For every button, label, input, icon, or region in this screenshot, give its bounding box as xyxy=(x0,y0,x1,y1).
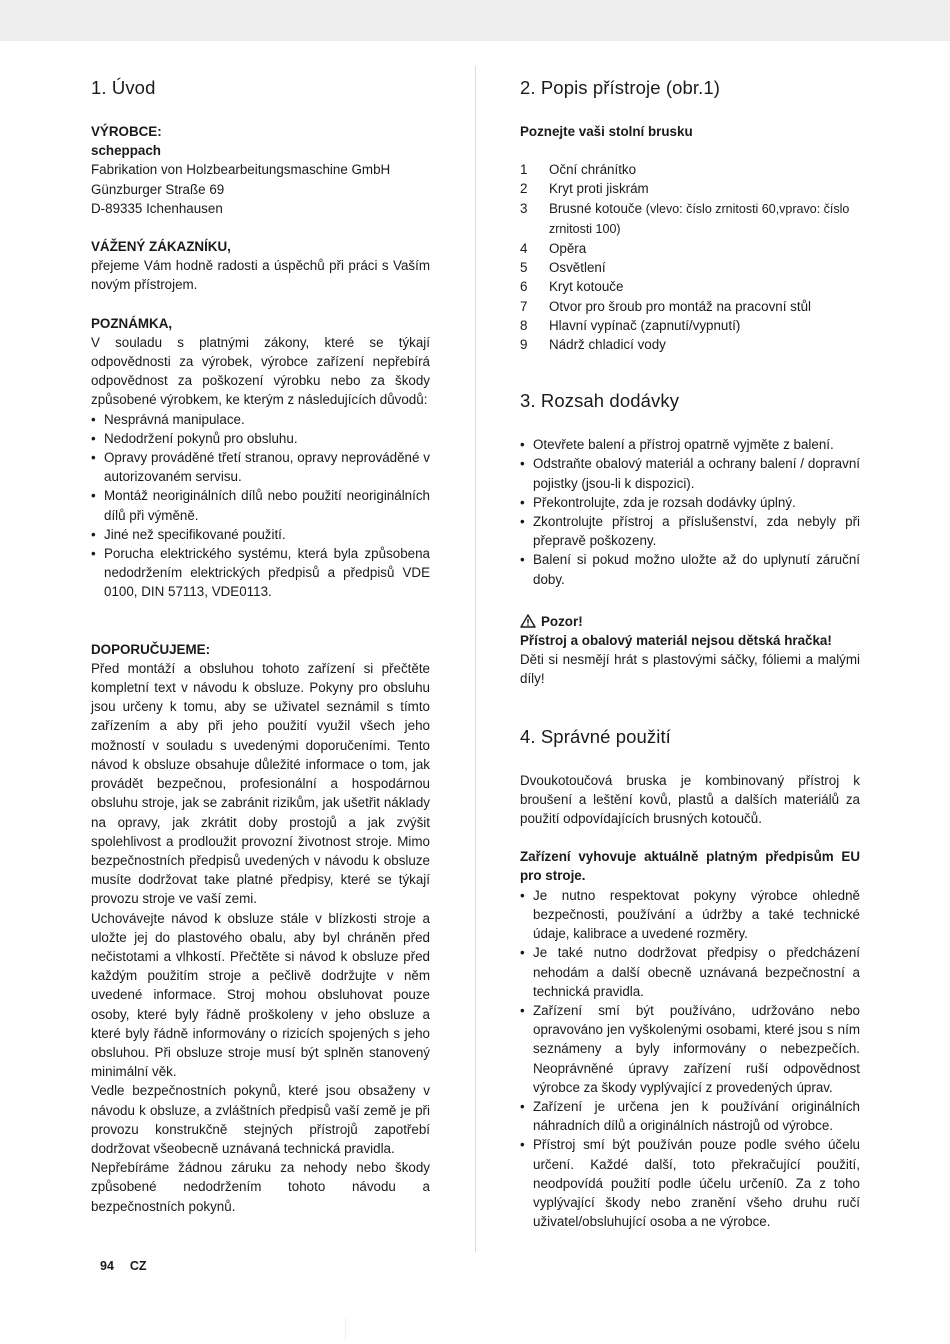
list-item: 8 Hlavní vypínač (zapnutí/vypnutí) xyxy=(520,317,741,333)
list-item: 3 Brusné kotouče (vlevo: číslo zrnitosti 60,vpravo: číslo zrnitosti 100) xyxy=(520,200,850,236)
warning-triangle-icon xyxy=(520,614,536,628)
bottom-crop-mark xyxy=(345,1318,346,1340)
section-heading-intended-use: 4. Správné použití xyxy=(520,725,671,747)
list-item: • Zařízení je určena jen k používání originálních náhradních dílů a originálních nástrojů od výrobce. xyxy=(520,1097,860,1135)
list-item: 5 Osvětlení xyxy=(520,260,606,276)
list-item: • Opravy prováděné třetí stranou, opravy neprováděné v autorizovaném servisu. xyxy=(91,448,430,486)
address-line: D-89335 Ichenhausen xyxy=(91,200,223,216)
list-item: • Je také nutno dodržovat předpisy o předcházení nehodám a další obecně uznávaná bezpečnostní a technická pravidla. xyxy=(520,943,860,1001)
list-item: 4 Opěra xyxy=(520,241,587,257)
recommend-paragraph: Před montáží a obsluhou tohoto zařízení si přečtěte kompletní text v návodu k obsluze. Pokyny pro obsluhu jsou určeny k tomu, aby se uživatel seznámil s tímto zařízením a aby při jeho použití využil všech jeho možností v souladu s uvedenými doporučeními. Tento návod k obsluze obsahuje důležité informace o tom, jak provádět bezpečnou, profesionální a hospodárnou obsluhu stroje, jak se zabránit rizikům, jak ušetřit náklady na opravy, jak zkrátit doby prostojů a jak zvýšit spolehlivost a prodloužit provozní životnost stroje. Mimo bezpečnostních předpisů uvedených v návodu k obsluze musíte dodržovat take platné předpisy, které se týkají provozu stroje ve vaší zemi. xyxy=(91,660,430,907)
list-item: • Balení si pokud možno uložte až do uplynutí záruční doby. xyxy=(520,550,860,588)
warning-bold-text: Přístroj a obalový materiál nejsou dětská hračka! xyxy=(520,633,832,649)
note-label: POZNÁMKA, xyxy=(91,315,173,331)
dear-customer-text: přejeme Vám hodně radosti a úspěchů při práci s Vaším novým přístrojem. xyxy=(91,258,430,293)
list-item: 7 Otvor pro šroub pro montáž na pracovní stůl xyxy=(520,298,811,314)
list-item: 6 Kryt kotouče xyxy=(520,279,624,295)
list-item: • Montáž neoriginálních dílů nebo použití neoriginálních dílů při výměně. xyxy=(91,486,430,524)
page-footer xyxy=(100,1257,163,1276)
dear-customer-label: VÁŽENÝ ZÁKAZNÍKU, xyxy=(91,239,231,255)
description-intro: Poznejte vaši stolní brusku xyxy=(520,124,693,139)
parts-list xyxy=(520,160,860,354)
delivery-bullet-list xyxy=(520,435,860,589)
recommend-label: DOPORUČUJEME: xyxy=(91,641,211,657)
recommend-paragraph: Vedle bezpečnostních pokynů, které jsou obsaženy v návodu k obsluze, a zvláštních předpisů vaší země je při provozu konstrukčně stejných přístrojů zapotřebí dodržovat všeobecně uznávaná technická pravidla. xyxy=(91,1083,430,1156)
note-text: V souladu s platnými zákony, které se týkají odpovědnosti za výrobek, výrobce zařízení nepřebírá odpovědnost za poškození výrobku nebo za škody způsobené výrobkem, ke kterým z následujících důvodů: xyxy=(91,334,430,408)
address-line: Günzburger Straße 69 xyxy=(91,181,225,197)
warning-label: Pozor! xyxy=(541,613,583,629)
page-number: 94 xyxy=(100,1259,114,1273)
recommend-paragraph: Nepřebíráme žádnou záruku za nehody nebo škody způsobené nedodržením tohoto návodu a bezpečnostních pokynů. xyxy=(91,1160,430,1214)
list-item: • Překontrolujte, zda je rozsah dodávky úplný. xyxy=(520,493,860,512)
list-item: • Zařízení smí být používáno, udržováno nebo opravováno jen vyškolenými osobami, které jsou s ním seznámeny a byly informovány o nebezpečích. Neoprávněné úpravy zařízení ruší odpovědnost výrobce za škody vyplývající z provedených úprav. xyxy=(520,1001,860,1097)
company-name: scheppach xyxy=(91,143,161,159)
intended-use-text: Dvoukotoučová bruska je kombinovaný přístroj k broušení a leštění kovů, plastů a dalších materiálů za použití odpovídajících brusných kotoučů. xyxy=(520,772,860,827)
recommend-paragraph: Uchovávejte návod k obsluze stále v blízkosti stroje a uložte jej do plastového obalu, aby byl chráněn před nečistotami a vlhkostí. Přečtěte si návod k obsluze před každým použitím stroje a pečlivě dodržujte v něm uvedené informace. Stroj mohou obsluhovat pouze osoby, které byly řádně proškoleny v jeho obsluze a které byly řádně informovány o rizicích spojených s jeho obsluhou. Při obsluze stroje musí být splněn stanovený minimální věk. xyxy=(91,910,430,1080)
section-heading-description: 2. Popis přístroje (obr.1) xyxy=(520,77,721,98)
list-item: • Jiné než specifikované použití. xyxy=(91,525,430,544)
list-item: • Odstraňte obalový materiál a ochrany balení / dopravní pojistky (jsou-li k dispozici). xyxy=(520,454,860,492)
manufacturer-label: VÝROBCE: xyxy=(91,124,162,139)
list-item: 2 Kryt proti jiskrám xyxy=(520,181,649,197)
eu-compliance-text: Zařízení vyhovuje aktuálně platným předpisům EU pro stroje. xyxy=(520,849,860,884)
list-item: • Je nutno respektovat pokyny výrobce ohledně bezpečnosti, používání a údržby a také technické údaje, kalibrace a uvedené rozměry. xyxy=(520,886,860,944)
section-heading-delivery: 3. Rozsah dodávky xyxy=(520,390,680,412)
list-item: 9 Nádrž chladicí vody xyxy=(520,337,666,353)
list-item: • Nesprávná manipulace. xyxy=(91,410,430,429)
list-item: • Přístroj smí být používán pouze podle svého účelu určení. Každé další, toto překračující použití, neodpovídá použití podle účelu určení0. Za z toho vyplývající škody nebo zranění všeho druhu ručí uživatel/obsluhující osoba a ne výrobce. xyxy=(520,1135,860,1231)
language-code: CZ xyxy=(129,1259,147,1273)
warning-text: Děti si nesmějí hrát s plastovými sáčky, fóliemi a malými díly! xyxy=(520,652,860,687)
list-item: • Otevřete balení a přístroj opatrně vyjměte z balení. xyxy=(520,435,860,454)
intended-use-bullet-list xyxy=(520,886,860,1232)
note-bullet-list xyxy=(91,410,430,602)
section-heading-intro: 1. Úvod xyxy=(91,77,156,98)
right-column xyxy=(520,74,860,1231)
top-bar xyxy=(0,0,950,41)
left-column xyxy=(91,74,430,1216)
list-item: • Porucha elektrického systému, která byla způsobena nedodržením elektrických předpisů a předpisů VDE 0100, DIN 57113, VDE0113. xyxy=(91,544,430,602)
warning-header xyxy=(520,612,860,631)
column-divider xyxy=(475,66,476,1252)
list-item: • Nedodržení pokynů pro obsluhu. xyxy=(91,429,430,448)
list-item: • Zkontrolujte přístroj a příslušenství, zda nebyly při přepravě poškozeny. xyxy=(520,512,860,550)
address-line: Fabrikation von Holzbearbeitungsmaschine GmbH xyxy=(91,162,391,178)
list-item: 1 Oční chránítko xyxy=(520,162,637,178)
